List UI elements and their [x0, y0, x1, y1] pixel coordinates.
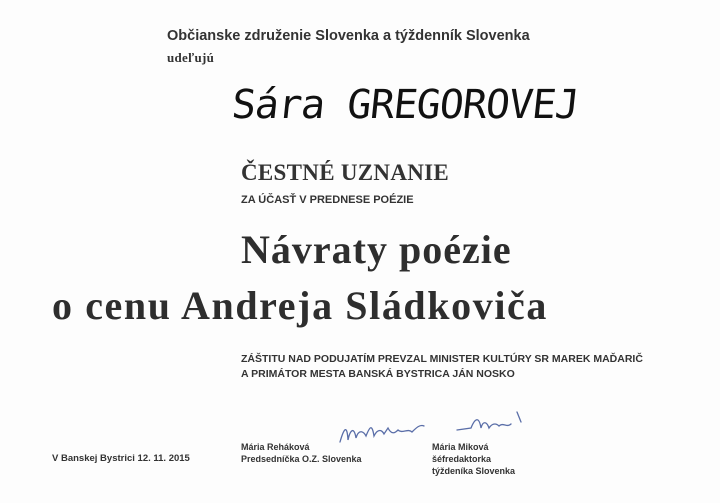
award-verb: udeľujú	[167, 50, 215, 65]
event-title-line-1: Návraty poézie	[241, 227, 512, 272]
signatory-2	[432, 441, 515, 477]
signatory-2-role-line-1: šéfredaktorka	[432, 454, 492, 464]
signatory-2-name: Mária Miková	[432, 442, 489, 452]
patronage-line-1: ZÁŠTITU NAD PODUJATÍM PREVZAL MINISTER KULTÚRY SR MAREK MAĎARIČ	[241, 353, 643, 365]
honor-title: ČESTNÉ UZNANIE	[241, 160, 450, 185]
organizers-line: Občianske združenie Slovenka a týždenník Slovenka	[167, 28, 530, 44]
signature-2-scribble	[455, 410, 525, 442]
patronage-line-2: A PRIMÁTOR MESTA BANSKÁ BYSTRICA JÁN NOSKO	[241, 368, 515, 380]
event-title-line-2: o cenu Andreja Sládkoviča	[52, 283, 548, 328]
patronage-text	[241, 352, 643, 382]
place-and-date: V Banskej Bystrici 12. 11. 2015	[52, 453, 190, 464]
honor-reason: ZA ÚČASŤ V PREDNESE POÉZIE	[241, 194, 414, 206]
signatory-1	[241, 441, 362, 465]
signatory-2-role-line-2: týždeníka Slovenka	[432, 466, 516, 476]
signatory-1-role: Predsedníčka O.Z. Slovenka	[241, 454, 362, 464]
signatory-1-name: Mária Reháková	[241, 442, 310, 452]
recipient-name-handwritten: Sára GREGOROVEJ	[229, 82, 581, 128]
